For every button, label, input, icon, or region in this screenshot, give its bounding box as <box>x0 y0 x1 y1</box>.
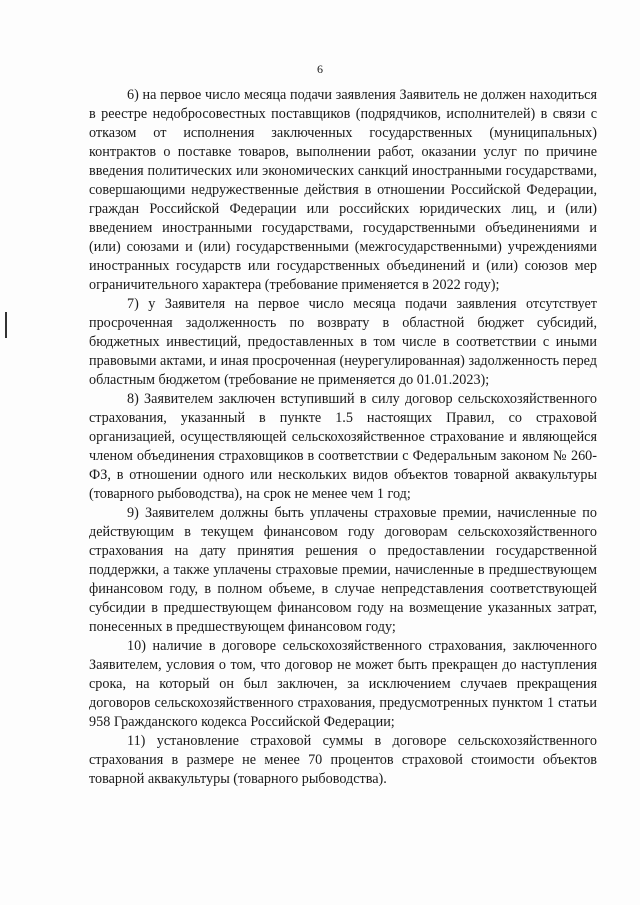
page-number: 6 <box>317 62 323 76</box>
paragraph-item-7: 7) у Заявителя на первое число месяца подачи заявления отсутствует просроченная задолженность по возврату в областной бюджет субсидий, бюджетных инвестиций, предоставленных в том числе в соответствии с иными правовыми актами, и иная просроченная (неурегулированная) задолженность перед областным бюджетом (требование не применяется до 01.01.2023); <box>89 296 597 388</box>
paragraph-item-10: 10) наличие в договоре сельскохозяйственного страхования, заключенного Заявителем, условия о том, что договор не может быть прекращен до наступления срока, на который он был заключен, за исключением случаев прекращения договоров сельскохозяйственного страхования, предусмотренных пунктом 1 статьи 958 Гражданского кодекса Российской Федерации; <box>89 638 597 730</box>
paragraph-item-9: 9) Заявителем должны быть уплачены страховые премии, начисленные по действующим в текущем финансовом году договорам сельскохозяйственного страхования на дату принятия решения о предоставлении государственной поддержки, а также уплачены страховые премии, начисленные в предшествующем финансовом году, в полном объеме, в случае непредставления соответствующей субсидии в предшествующем финансовом году на возмещение указанных затрат, понесенных в предшествующем финансовом году; <box>89 505 597 635</box>
scan-margin-mark <box>5 312 7 338</box>
document-body <box>89 86 597 789</box>
paragraph-item-11: 11) установление страховой суммы в договоре сельскохозяйственного страхования в размере не менее 70 процентов страховой стоимости объектов товарной аквакультуры (товарного рыбоводства). <box>89 733 597 787</box>
paragraph-item-8: 8) Заявителем заключен вступивший в силу договор сельскохозяйственного страхования, указанный в пункте 1.5 настоящих Правил, со страховой организацией, осуществляющей сельскохозяйственное страхование и являющейся членом объединения страховщиков в соответствии с Федеральным законом № 260-ФЗ, в отношении одного или нескольких видов объектов товарной аквакультуры (товарного рыбоводства), на срок не менее чем 1 год; <box>89 391 597 502</box>
paragraph-item-6: 6) на первое число месяца подачи заявления Заявитель не должен находиться в реестре недобросовестных поставщиков (подрядчиков, исполнителей) в связи с отказом от исполнения заключенных государственных (муниципальных) контрактов о поставке товаров, выполнении работ, оказании услуг по причине введения политических или экономических санкций иностранными государствами, совершающими недружественные действия в отношении Российской Федерации, граждан Российской Федерации или российских юридических лиц, и (или) введением иностранными государствами, государственными объединениями и (или) союзами и (или) государственными (межгосударственными) учреждениями иностранных государств или государственных объединений и (или) союзов мер ограничительного характера (требование применяется в 2022 году); <box>89 87 597 293</box>
